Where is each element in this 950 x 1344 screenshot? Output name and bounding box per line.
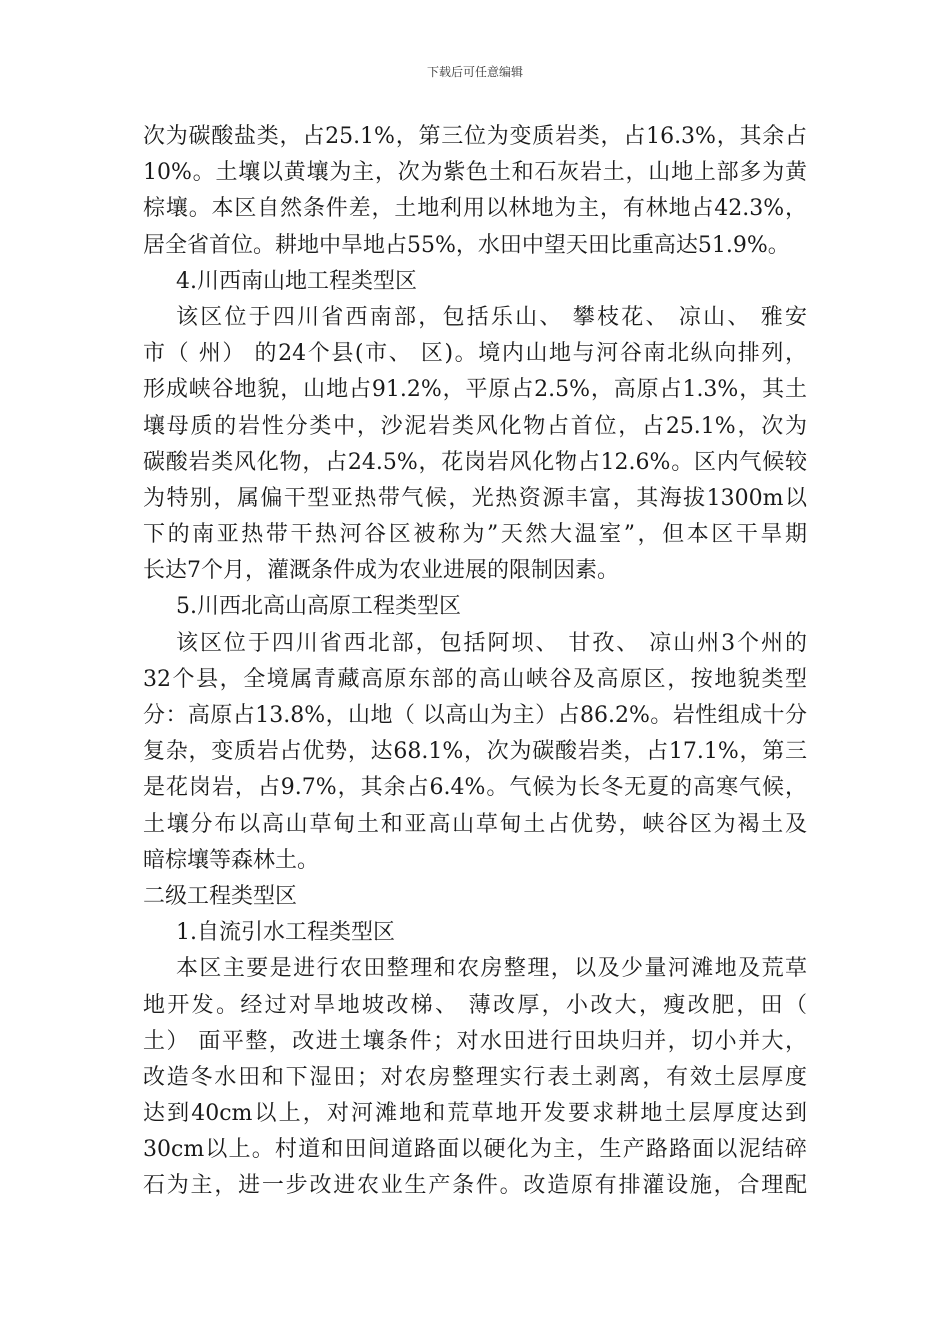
text-line: 为特别，属偏干型亚热带气候，光热资源丰富，其海拔1300m以 xyxy=(143,485,807,511)
text-line: 本区主要是进行农田整理和农房整理，以及少量河滩地及荒草 xyxy=(176,956,807,982)
text-line: 碳酸岩类风化物，占24.5%，花岗岩风化物占12.6%。区内气候较 xyxy=(143,449,807,475)
text-line: 10%。土壤以黄壤为主，次为紫色土和石灰岩土，山地上部多为黄 xyxy=(143,160,807,186)
text-line: 该区位于四川省西北部，包括阿坝、 甘孜、 凉山州3个州的 xyxy=(176,630,807,656)
text-line: 达到40cm以上，对河滩地和荒草地开发要求耕地土层厚度达到 xyxy=(143,1101,807,1127)
text-line: 土壤分布以高山草甸土和亚高山草甸土占优势，峡谷区为褐土及 xyxy=(143,811,807,837)
text-line: 改造冬水田和下湿田；对农房整理实行表土剥离，有效土层厚度 xyxy=(143,1064,807,1090)
text-line: 是花岗岩，占9.7%，其余占6.4%。气候为长冬无夏的高寒气候， xyxy=(143,775,807,801)
text-line: 形成峡谷地貌，山地占91.2%，平原占2.5%，高原占1.3%，其土 xyxy=(143,377,807,403)
text-line: 地开发。经过对旱地坡改梯、 薄改厚，小改大，瘦改肥，田（ xyxy=(143,992,807,1018)
text-line: 壤母质的岩性分类中，沙泥岩类风化物占首位，占25.1%，次为 xyxy=(143,413,807,439)
text-line: 土） 面平整，改进土壤条件；对水田进行田块归并，切小并大， xyxy=(143,1028,807,1054)
text-line: 1.自流引水工程类型区 xyxy=(176,920,395,946)
text-line: 32个县，全境属青藏高原东部的高山峡谷及高原区，按地貌类型 xyxy=(143,666,807,692)
text-line: 长达7个月，灌溉条件成为农业进展的限制因素。 xyxy=(143,558,619,584)
text-line: 复杂，变质岩占优势，达68.1%，次为碳酸岩类，占17.1%，第三 xyxy=(143,739,807,765)
text-line: 下的南亚热带干热河谷区被称为”天然大温室”，但本区干旱期 xyxy=(143,522,807,548)
text-line: 30cm以上。村道和田间道路面以硬化为主，生产路路面以泥结碎 xyxy=(143,1137,807,1163)
text-line: 市（ 州） 的24个县(市、 区)。境内山地与河谷南北纵向排列， xyxy=(143,341,807,367)
document-body xyxy=(143,119,807,1205)
text-line: 二级工程类型区 xyxy=(143,883,298,909)
text-line: 棕壤。本区自然条件差，土地利用以林地为主，有林地占42.3%， xyxy=(143,196,808,222)
text-line: 该区位于四川省西南部，包括乐山、 攀枝花、 凉山、 雅安 xyxy=(176,304,807,330)
text-line: 石为主，进一步改进农业生产条件。改造原有排灌设施，合理配 xyxy=(143,1173,807,1199)
text-line: 居全省首位。耕地中旱地占55%，水田中望天田比重高达51.9%。 xyxy=(143,232,790,258)
text-line: 分：高原占13.8%，山地（ 以高山为主）占86.2%。岩性组成十分 xyxy=(143,703,807,728)
page-header: 下载后可任意编辑 xyxy=(426,65,523,79)
text-line: 次为碳酸盐类，占25.1%，第三位为变质岩类，占16.3%，其余占 xyxy=(143,124,807,149)
text-line: 暗棕壤等森林土。 xyxy=(143,847,320,873)
text-line: 5.川西北高山高原工程类型区 xyxy=(176,594,461,620)
text-line: 4.川西南山地工程类型区 xyxy=(176,268,417,294)
